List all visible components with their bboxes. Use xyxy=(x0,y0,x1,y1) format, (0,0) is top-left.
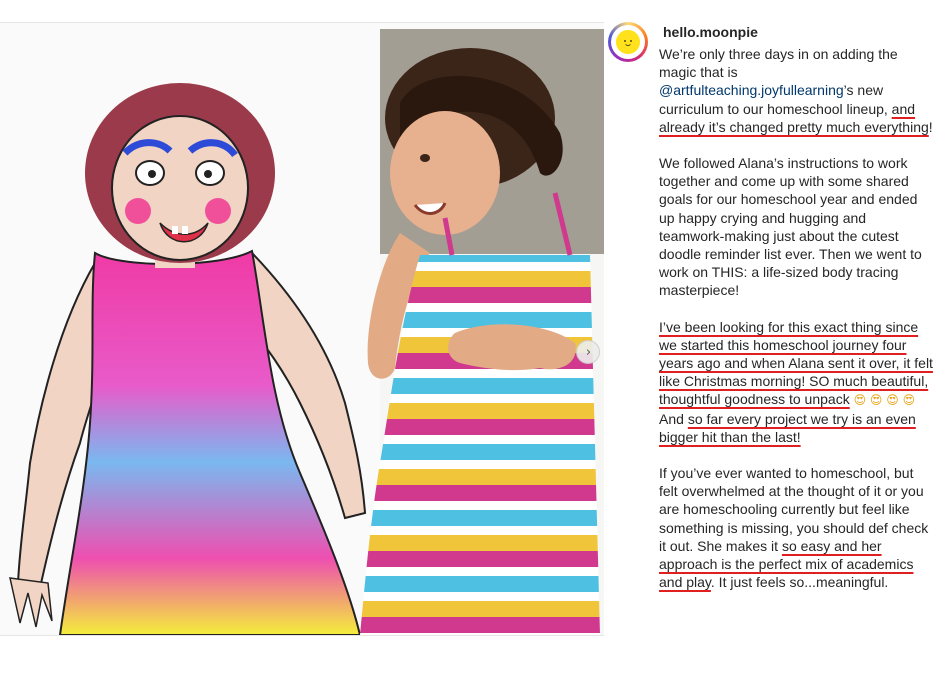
post-username[interactable]: hello.moonpie xyxy=(663,24,758,40)
carousel-next-button[interactable] xyxy=(576,340,600,364)
highlighted-text: I’ve been looking for this exact thing since we started this homeschool journey four years ago and when Alana sent it over, it felt like Christmas morning! SO much beautiful, thoughtful goodness to unpack xyxy=(659,318,933,408)
caption-paragraph: I’ve been looking for this exact thing since we started this homeschool journey four years ago and when Alana sent it over, it felt like Christmas morning! SO much beautiful, thoughtful goodness to unpack 😍 😍 😍 😍 And so far every project we try is an even bigger hit than the last! xyxy=(659,318,933,445)
heart-eyes-emoji: 😍 😍 😍 😍 xyxy=(853,393,916,408)
caption-paragraph: We’re only three days in on adding the magic that is @artfulteaching.joyfullearning’s new curriculum to our homeschool lineup, and already it’s changed pretty much everything! xyxy=(659,46,933,135)
avatar[interactable] xyxy=(608,22,648,62)
caption-paragraph: We followed Alana’s instructions to work together and come up with some shared goals for our homeschool year and ended up happy crying and hugging and teamwork-making just about the cutest doodle reminder list ever. Then we went to work on THIS: a life-sized body tracing masterpiece! xyxy=(659,155,922,299)
post-caption xyxy=(659,45,935,609)
photo-illustration xyxy=(0,23,604,635)
chevron-right-icon: › xyxy=(585,344,592,360)
caption-paragraph: If you’ve ever wanted to homeschool, but felt overwhelmed at the thought of it or you are homeschooling currently but feel like something is missing, you should def check it out. She makes it so easy and her approach is the perfect mix of academics and play. It just feels so...meaningful. xyxy=(659,465,929,591)
mention-link[interactable]: @artfulteaching.joyfullearning xyxy=(659,82,844,99)
highlighted-text: so easy and her approach is the perfect mix of academics and play xyxy=(659,537,914,591)
post-photo[interactable] xyxy=(0,22,604,636)
highlighted-text: and already it’s changed pretty much everything xyxy=(659,100,929,135)
smiley-sun-icon xyxy=(616,30,640,54)
highlighted-text: so far every project we try is an even bigger hit than the last! xyxy=(659,410,916,445)
